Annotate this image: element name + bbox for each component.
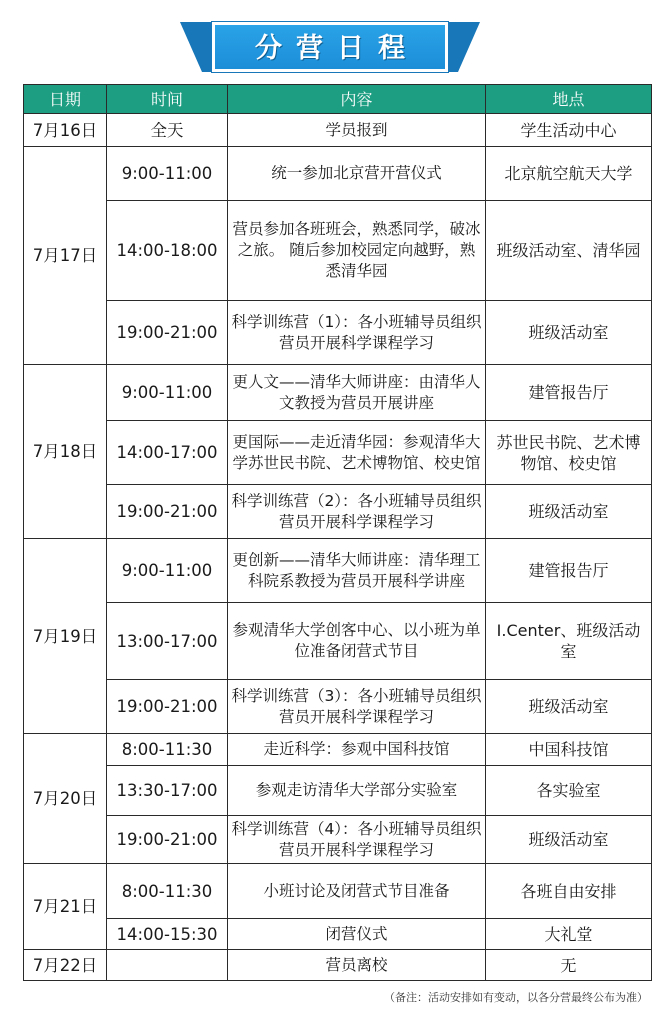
time-cell: 19:00-21:00 xyxy=(107,485,228,539)
date-cell: 7月17日 xyxy=(24,147,107,365)
place-cell: 建管报告厅 xyxy=(486,539,652,603)
place-cell: 班级活动室 xyxy=(486,485,652,539)
time-cell: 8:00-11:30 xyxy=(107,864,228,919)
header-content: 内容 xyxy=(228,85,486,114)
time-cell: 9:00-11:00 xyxy=(107,539,228,603)
date-cell: 7月18日 xyxy=(24,365,107,539)
table-row xyxy=(24,485,652,539)
time-cell: 14:00-15:30 xyxy=(107,919,228,950)
place-cell: 苏世民书院、艺术博物馆、校史馆 xyxy=(486,421,652,485)
table-row xyxy=(24,603,652,680)
date-cell: 7月16日 xyxy=(24,114,107,147)
content-cell: 科学训练营（4）：各小班辅导员组织营员开展科学课程学习 xyxy=(228,816,486,864)
time-cell: 9:00-11:00 xyxy=(107,365,228,421)
time-cell: 19:00-21:00 xyxy=(107,680,228,734)
table-row xyxy=(24,734,652,766)
place-cell: I.Center、班级活动室 xyxy=(486,603,652,680)
title-banner xyxy=(180,22,480,72)
time-cell: 14:00-18:00 xyxy=(107,201,228,301)
table-row xyxy=(24,816,652,864)
table-row xyxy=(24,950,652,981)
time-cell: 13:00-17:00 xyxy=(107,603,228,680)
content-cell: 统一参加北京营开营仪式 xyxy=(228,147,486,201)
time-cell xyxy=(107,950,228,981)
time-cell: 14:00-17:00 xyxy=(107,421,228,485)
content-cell: 营员参加各班班会，熟悉同学，破冰之旅。 随后参加校园定向越野，熟悉清华园 xyxy=(228,201,486,301)
place-cell: 各班自由安排 xyxy=(486,864,652,919)
header-place: 地点 xyxy=(486,85,652,114)
content-cell: 闭营仪式 xyxy=(228,919,486,950)
table-row xyxy=(24,365,652,421)
content-cell: 科学训练营（1）：各小班辅导员组织营员开展科学课程学习 xyxy=(228,301,486,365)
place-cell: 班级活动室、清华园 xyxy=(486,201,652,301)
table-row xyxy=(24,147,652,201)
header-date: 日期 xyxy=(24,85,107,114)
content-cell: 学员报到 xyxy=(228,114,486,147)
footnote: （备注：活动安排如有变动，以各分营最终公布为准） xyxy=(384,991,648,1004)
content-cell: 小班讨论及闭营式节目准备 xyxy=(228,864,486,919)
table-header-row xyxy=(24,85,652,114)
time-cell: 全天 xyxy=(107,114,228,147)
place-cell: 班级活动室 xyxy=(486,301,652,365)
time-cell: 19:00-21:00 xyxy=(107,301,228,365)
table-row xyxy=(24,539,652,603)
table-row xyxy=(24,919,652,950)
place-cell: 班级活动室 xyxy=(486,680,652,734)
content-cell: 营员离校 xyxy=(228,950,486,981)
content-cell: 走近科学：参观中国科技馆 xyxy=(228,734,486,766)
table-row xyxy=(24,301,652,365)
content-cell: 科学训练营（2）：各小班辅导员组织营员开展科学课程学习 xyxy=(228,485,486,539)
content-cell: 更创新——清华大师讲座：清华理工科院系教授为营员开展科学讲座 xyxy=(228,539,486,603)
table-row xyxy=(24,766,652,816)
schedule-body xyxy=(24,114,652,981)
content-cell: 参观清华大学创客中心、以小班为单位准备闭营式节目 xyxy=(228,603,486,680)
time-cell: 8:00-11:30 xyxy=(107,734,228,766)
place-cell: 中国科技馆 xyxy=(486,734,652,766)
place-cell: 学生活动中心 xyxy=(486,114,652,147)
table-row xyxy=(24,201,652,301)
table-row xyxy=(24,864,652,919)
date-cell: 7月21日 xyxy=(24,864,107,950)
date-cell: 7月22日 xyxy=(24,950,107,981)
place-cell: 建管报告厅 xyxy=(486,365,652,421)
place-cell: 北京航空航天大学 xyxy=(486,147,652,201)
header-time: 时间 xyxy=(107,85,228,114)
place-cell: 班级活动室 xyxy=(486,816,652,864)
content-cell: 更国际——走近清华园：参观清华大学苏世民书院、艺术博物馆、校史馆 xyxy=(228,421,486,485)
time-cell: 19:00-21:00 xyxy=(107,816,228,864)
date-cell: 7月20日 xyxy=(24,734,107,864)
content-cell: 更人文——清华大师讲座：由清华人文教授为营员开展讲座 xyxy=(228,365,486,421)
content-cell: 科学训练营（3）：各小班辅导员组织营员开展科学课程学习 xyxy=(228,680,486,734)
page-title: 分营日程 xyxy=(255,33,419,64)
schedule-table xyxy=(23,84,652,981)
time-cell: 9:00-11:00 xyxy=(107,147,228,201)
time-cell: 13:30-17:00 xyxy=(107,766,228,816)
table-row xyxy=(24,114,652,147)
content-cell: 参观走访清华大学部分实验室 xyxy=(228,766,486,816)
place-cell: 各实验室 xyxy=(486,766,652,816)
table-row xyxy=(24,421,652,485)
table-row xyxy=(24,680,652,734)
place-cell: 大礼堂 xyxy=(486,919,652,950)
place-cell: 无 xyxy=(486,950,652,981)
date-cell: 7月19日 xyxy=(24,539,107,734)
